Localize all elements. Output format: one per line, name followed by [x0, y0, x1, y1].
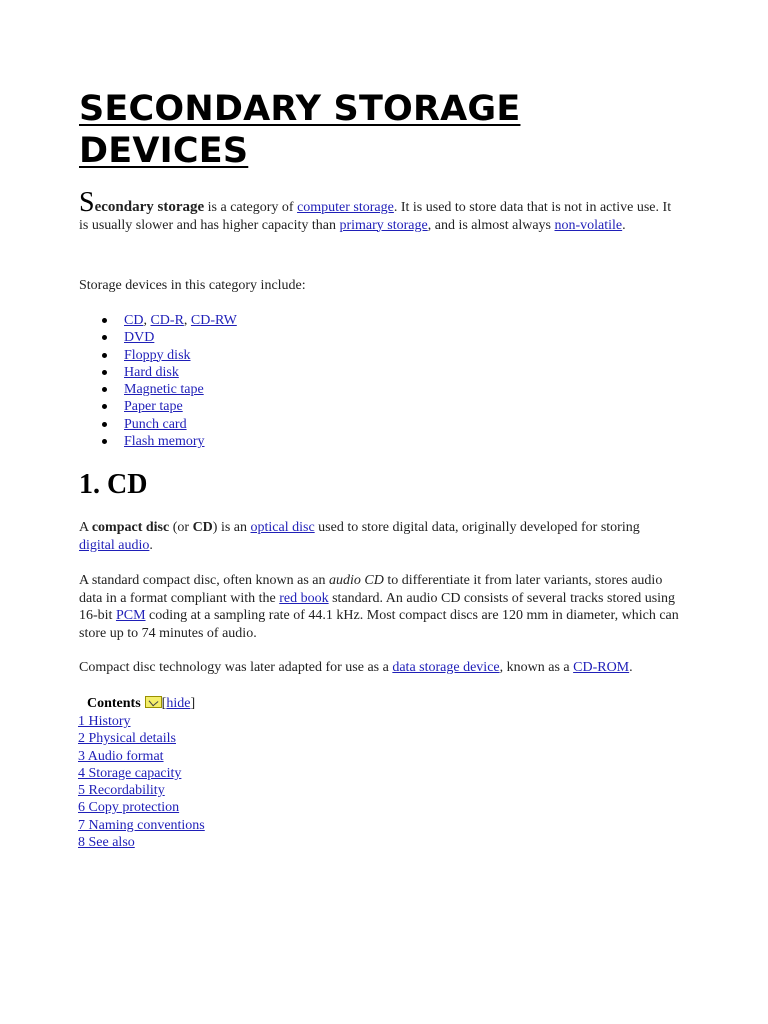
list-item	[79, 381, 237, 398]
bullet-icon	[102, 353, 107, 358]
cd-p1-text-1: A	[79, 520, 92, 535]
bullet-icon	[102, 318, 107, 323]
list-item	[79, 364, 237, 381]
toc-link-physical-details[interactable]: 2 Physical details	[78, 731, 176, 747]
page-title-text: SECONDARY STORAGE DEVICES	[79, 89, 521, 171]
toc-link-see-also[interactable]: 8 See also	[78, 835, 135, 851]
bullet-icon	[102, 404, 107, 409]
bullet-icon	[102, 439, 107, 444]
toc-link-history[interactable]: 1 History	[78, 714, 131, 729]
intro-paragraph	[79, 187, 679, 234]
bullet-icon	[102, 335, 107, 340]
term-compact-disc: compact disc	[91, 520, 170, 535]
section-heading-cd: 1. CD	[79, 469, 148, 500]
list-item	[79, 312, 237, 329]
link-cd[interactable]: CD	[124, 313, 144, 328]
link-punch-card[interactable]: Punch card	[124, 416, 187, 432]
list-separator: ,	[143, 313, 151, 328]
list-item	[78, 748, 205, 765]
toc-bracket-open: [	[161, 696, 167, 711]
cd-p3-text-1: Compact disc technology was later adapted for use as a	[79, 660, 393, 675]
link-pcm[interactable]: PCM	[115, 608, 146, 623]
cd-p2-text-1: A standard compact disc, often known as an	[79, 573, 329, 588]
list-item	[79, 329, 237, 346]
link-paper-tape[interactable]: Paper tape	[124, 399, 183, 415]
storage-device-list	[79, 312, 237, 450]
toc-link-copy-protection[interactable]: 6 Copy protection	[78, 800, 180, 816]
toggle-icon[interactable]	[145, 696, 162, 708]
cd-p1-text-2: (or	[169, 520, 193, 535]
term-audio-cd: audio CD	[329, 573, 384, 588]
list-separator: ,	[183, 313, 191, 328]
include-paragraph: Storage devices in this category include:	[79, 278, 306, 293]
link-non-volatile[interactable]: non-volatile	[554, 217, 623, 233]
cd-p2-text-4: coding at a sampling rate of 44.1 kHz. Most compact discs are 120 mm in diameter, which can store up to 74 minutes of audio.	[79, 608, 679, 641]
link-magnetic-tape[interactable]: Magnetic tape	[124, 382, 204, 398]
term-cd: CD	[192, 520, 213, 535]
link-flash-memory[interactable]: Flash memory	[124, 434, 205, 450]
cd-paragraph-1	[79, 519, 659, 554]
cd-p1-text-5: .	[149, 537, 153, 553]
list-item	[78, 730, 205, 747]
intro-text-2: . It is used to store data that is not in active use. It is usually slower and has higher capacity than	[79, 200, 672, 233]
list-item	[78, 713, 205, 730]
cd-paragraph-3	[79, 659, 689, 677]
list-item	[78, 782, 205, 799]
link-cd-rw[interactable]: CD-RW	[190, 313, 237, 328]
cd-p2-text-2: to differentiate it from later variants, stores audio data in a format compliant with the	[79, 573, 663, 606]
link-hard-disk[interactable]: Hard disk	[124, 364, 179, 380]
toc-link-storage-capacity[interactable]: 4 Storage capacity	[78, 765, 182, 781]
cd-p2-text-3: standard. An audio CD consists of several tracks stored using 16-bit	[79, 590, 676, 623]
link-cd-r[interactable]: CD-R	[150, 313, 184, 328]
bullet-icon	[102, 387, 107, 392]
intro-text-1: is a category of	[204, 200, 298, 215]
toc-bracket-close: ]	[190, 696, 196, 711]
link-dvd[interactable]: DVD	[124, 330, 155, 346]
link-computer-storage[interactable]: computer storage	[297, 200, 394, 215]
page-title	[79, 88, 699, 172]
toc-list	[78, 713, 205, 851]
toc-header	[78, 694, 205, 713]
cd-p3-text-2: , known as a	[499, 660, 574, 675]
link-optical-disc[interactable]: optical disc	[250, 520, 315, 535]
cd-p1-text-3: ) is an	[212, 520, 251, 535]
toc-link-audio-format[interactable]: 3 Audio format	[78, 748, 164, 764]
toc-link-naming-conventions[interactable]: 7 Naming conventions	[78, 817, 205, 833]
link-cd-rom[interactable]: CD-ROM	[573, 660, 630, 675]
cd-paragraph-2	[79, 572, 679, 642]
intro-text-4: .	[622, 217, 626, 233]
link-primary-storage[interactable]: primary storage	[339, 217, 428, 233]
intro-lead-term: econdary storage	[94, 199, 205, 215]
intro-text-3: , and is almost always	[427, 217, 555, 233]
toc-hide-link[interactable]: hide	[166, 696, 191, 711]
link-floppy-disk[interactable]: Floppy disk	[124, 347, 191, 363]
list-item	[78, 834, 205, 851]
table-of-contents	[78, 694, 205, 851]
link-data-storage-device[interactable]: data storage device	[392, 660, 500, 675]
bullet-icon	[102, 370, 107, 375]
list-item	[79, 398, 237, 415]
dropcap-letter: S	[79, 187, 95, 218]
list-item	[78, 765, 205, 782]
toc-link-recordability[interactable]: 5 Recordability	[78, 783, 165, 799]
list-item	[79, 416, 237, 433]
list-item	[78, 799, 205, 816]
toc-title: Contents	[87, 696, 141, 711]
list-item	[79, 433, 237, 450]
cd-p1-text-4: used to store digital data, originally developed for storing	[314, 520, 640, 535]
cd-p3-text-3: .	[629, 660, 633, 675]
link-digital-audio[interactable]: digital audio	[79, 537, 150, 553]
bullet-icon	[102, 422, 107, 427]
list-item	[79, 347, 237, 364]
list-item	[78, 817, 205, 834]
link-red-book[interactable]: red book	[279, 590, 329, 606]
